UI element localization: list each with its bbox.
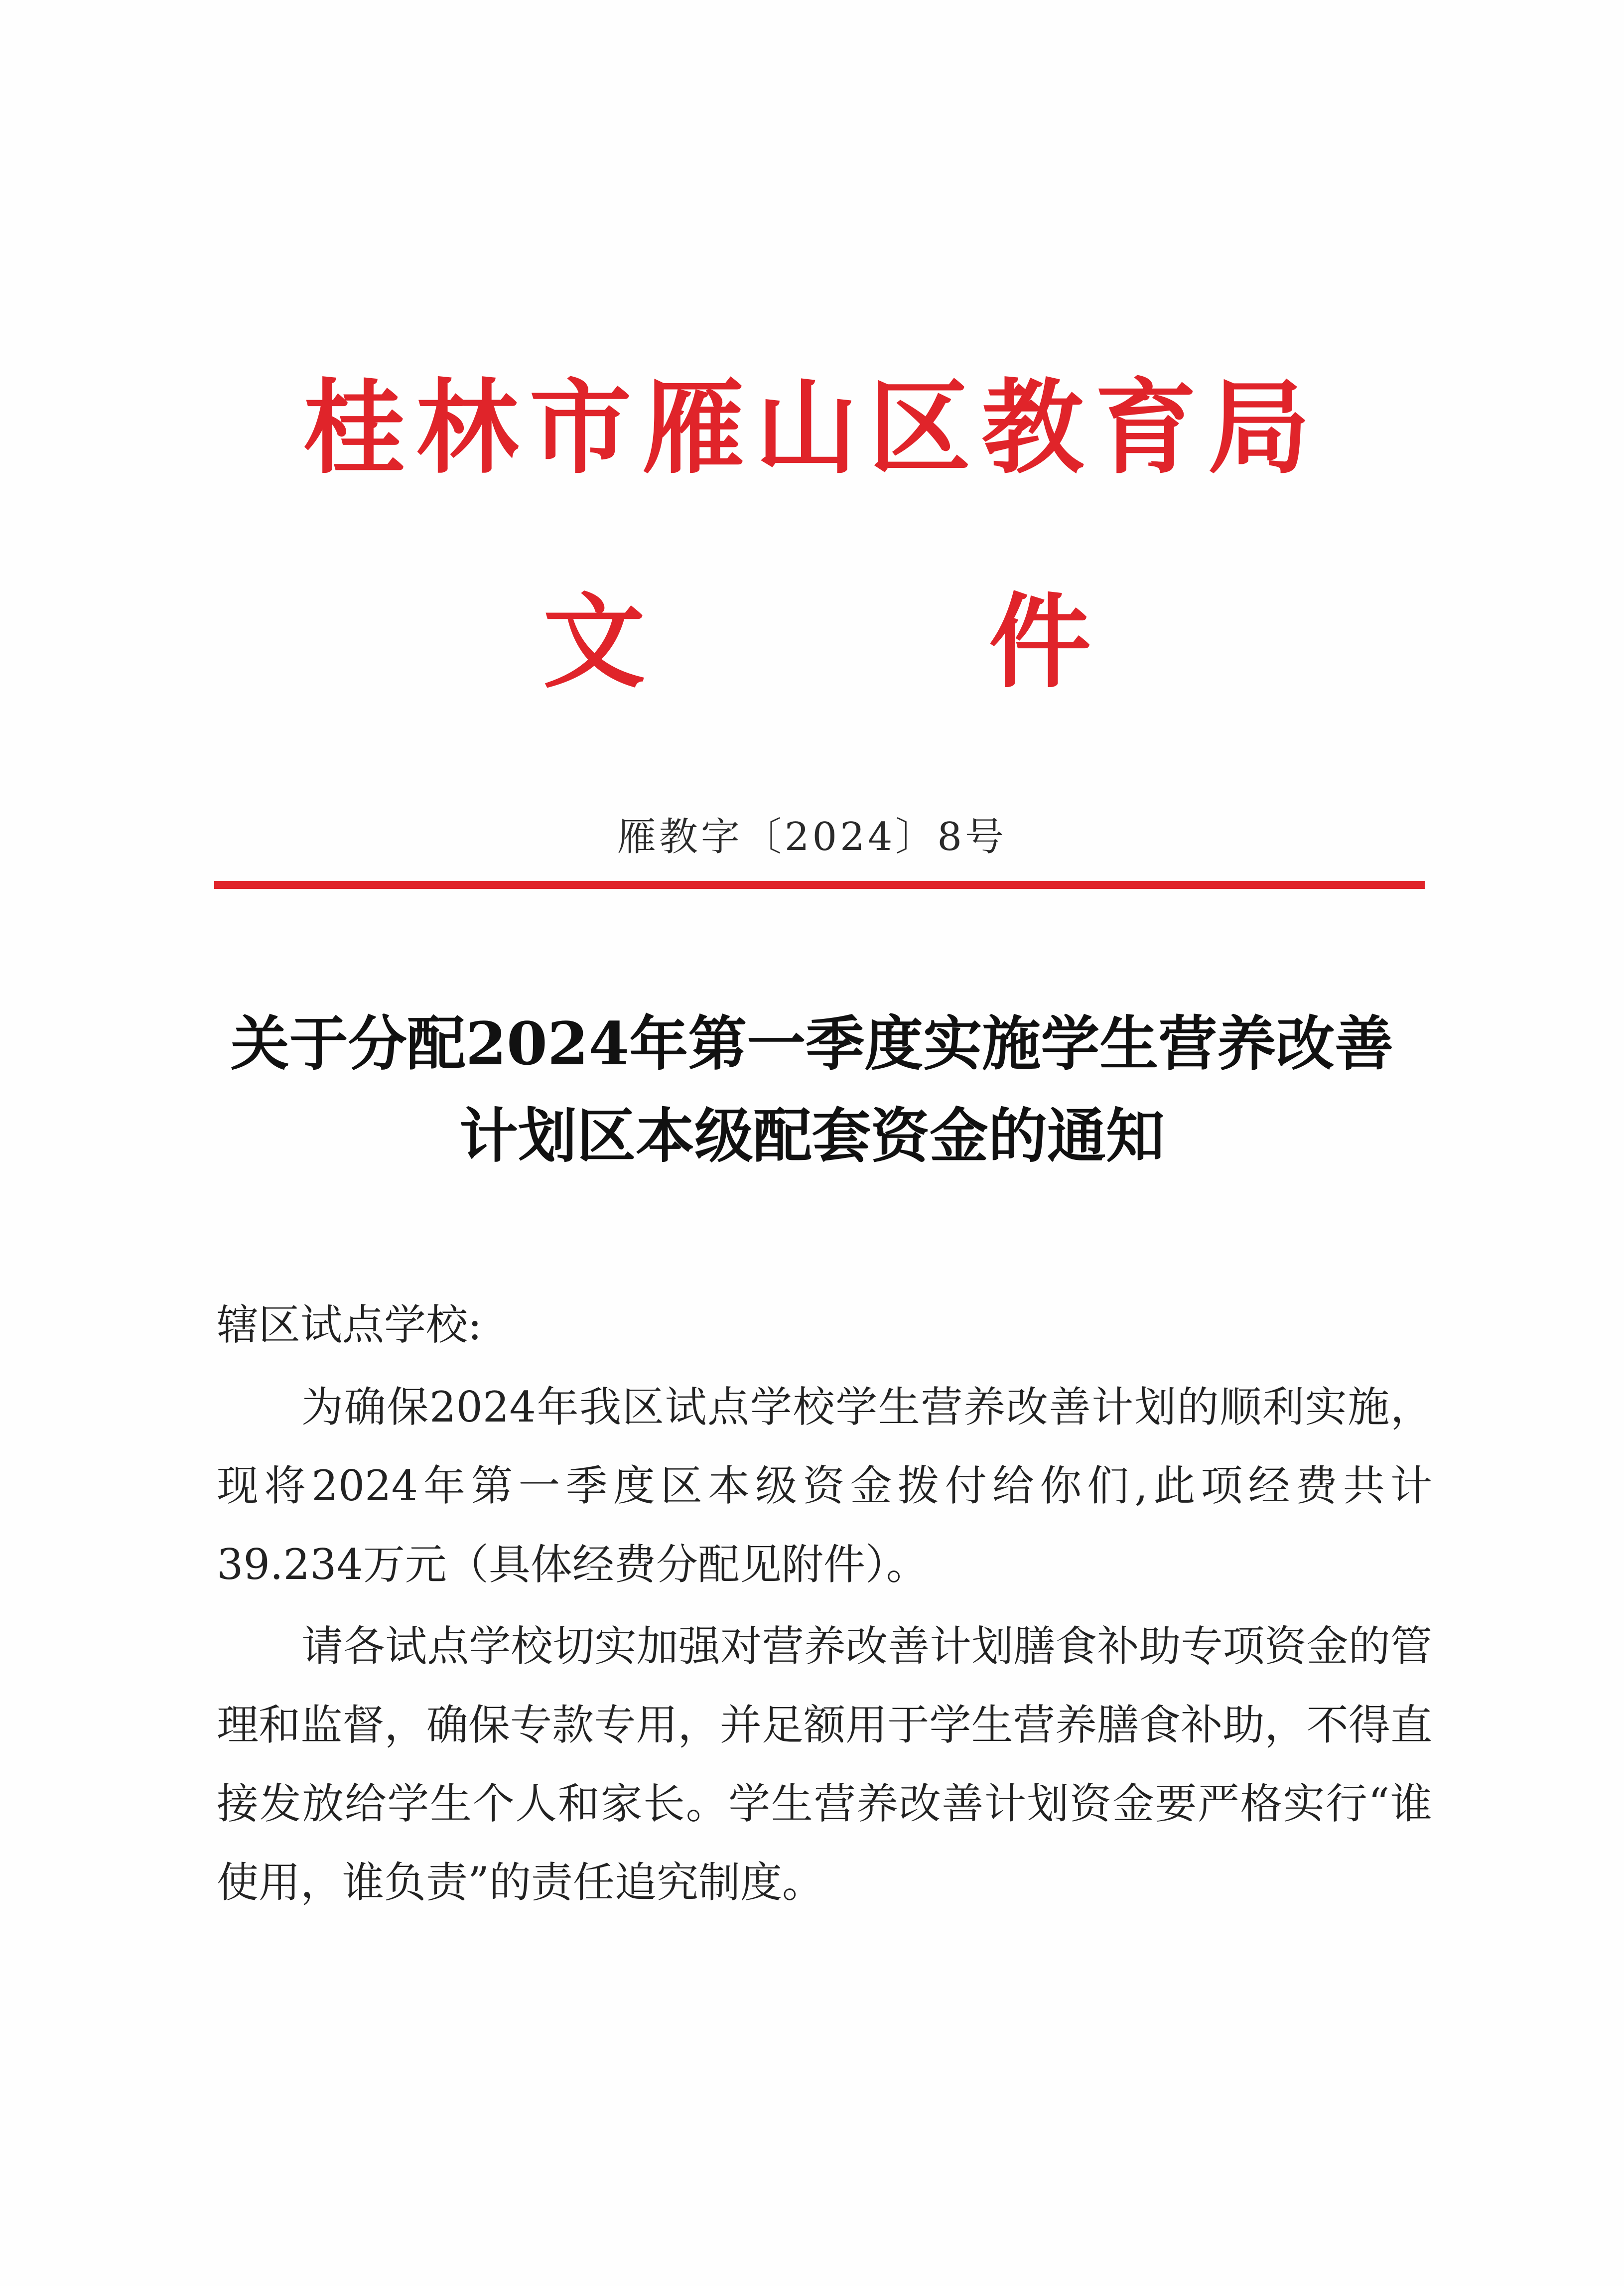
red-separator-line <box>214 881 1425 889</box>
body-paragraph-1: 为确保2024年我区试点学校学生营养改善计划的顺利实施，现将2024年第一季度区本级资金拨付给你们,此项经费共计39.234万元（具体经费分配见附件）。 <box>217 1383 1432 1589</box>
document-type-char-1: 文 <box>543 583 645 702</box>
notice-title-line-1: 关于分配2024年第一季度实施学生营养改善 <box>230 1009 1394 1078</box>
document-type-char-2: 件 <box>989 583 1091 702</box>
document-number: 雁教字〔2024〕8号 <box>617 815 1007 859</box>
notice-title-line-2: 计划区本级配套资金的通知 <box>459 1101 1165 1170</box>
issuer-name-heading: 桂林市雁山区教育局 <box>303 369 1321 488</box>
salutation: 辖区试点学校: <box>217 1300 482 1349</box>
body-paragraph-2: 请各试点学校切实加强对营养改善计划膳食补助专项资金的管理和监督，确保专款专用，并足额用于学生营养膳食补助，不得直接发放给学生个人和家长。学生营养改善计划资金要严格实行“谁使用，谁负责”的责任追究制度。 <box>217 1622 1432 1907</box>
